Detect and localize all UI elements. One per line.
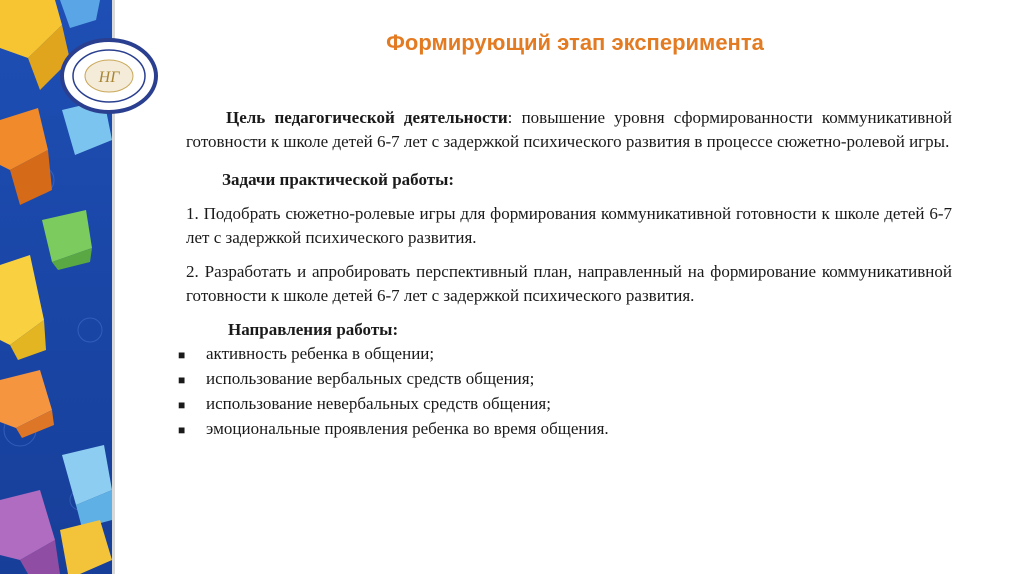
bullet-icon: ■ — [178, 373, 186, 387]
list-item-text: использование невербальных средств общения; — [206, 394, 551, 413]
directions-heading: Направления работы: — [228, 320, 399, 339]
list-item — [178, 342, 944, 367]
bullet-icon: ■ — [178, 398, 186, 412]
task-item — [186, 260, 952, 308]
directions-list — [178, 342, 944, 442]
task-number: 1. — [186, 204, 199, 223]
goal-text: : повышение уровня сформированности коммуникативной готовности к школе детей 6-7 лет с задержкой психического развития в процессе сюжетно-ролевой игры. — [186, 108, 952, 151]
task-text: Подобрать сюжетно-ролевые игры для формирования коммуникативной готовности к школе детей 6-7 лет с задержкой психического развития. — [186, 204, 952, 247]
list-item-text: использование вербальных средств общения; — [206, 369, 535, 388]
bullet-icon: ■ — [178, 348, 186, 362]
goal-paragraph — [186, 106, 952, 154]
list-item — [178, 392, 944, 417]
slide-content — [178, 106, 952, 442]
bullet-icon: ■ — [178, 423, 186, 437]
tasks-heading: Задачи практической работы: — [222, 170, 455, 189]
goal-label: Цель педагогической деятельности — [226, 108, 508, 127]
task-number: 2. — [186, 262, 199, 281]
svg-text:НГ: НГ — [98, 69, 120, 86]
list-item-text: эмоциональные проявления ребенка во время общения. — [206, 419, 609, 438]
slide-title: Формирующий этап эксперимента — [386, 30, 764, 55]
list-item — [178, 367, 944, 392]
task-text: Разработать и апробировать перспективный план, направленный на формирование коммуникативной готовности к школе детей 6-7 лет с задержкой психического развития. — [186, 262, 952, 305]
list-item-text: активность ребенка в общении; — [206, 344, 435, 363]
list-item — [178, 417, 944, 442]
university-logo — [60, 38, 158, 114]
task-item — [186, 202, 952, 250]
